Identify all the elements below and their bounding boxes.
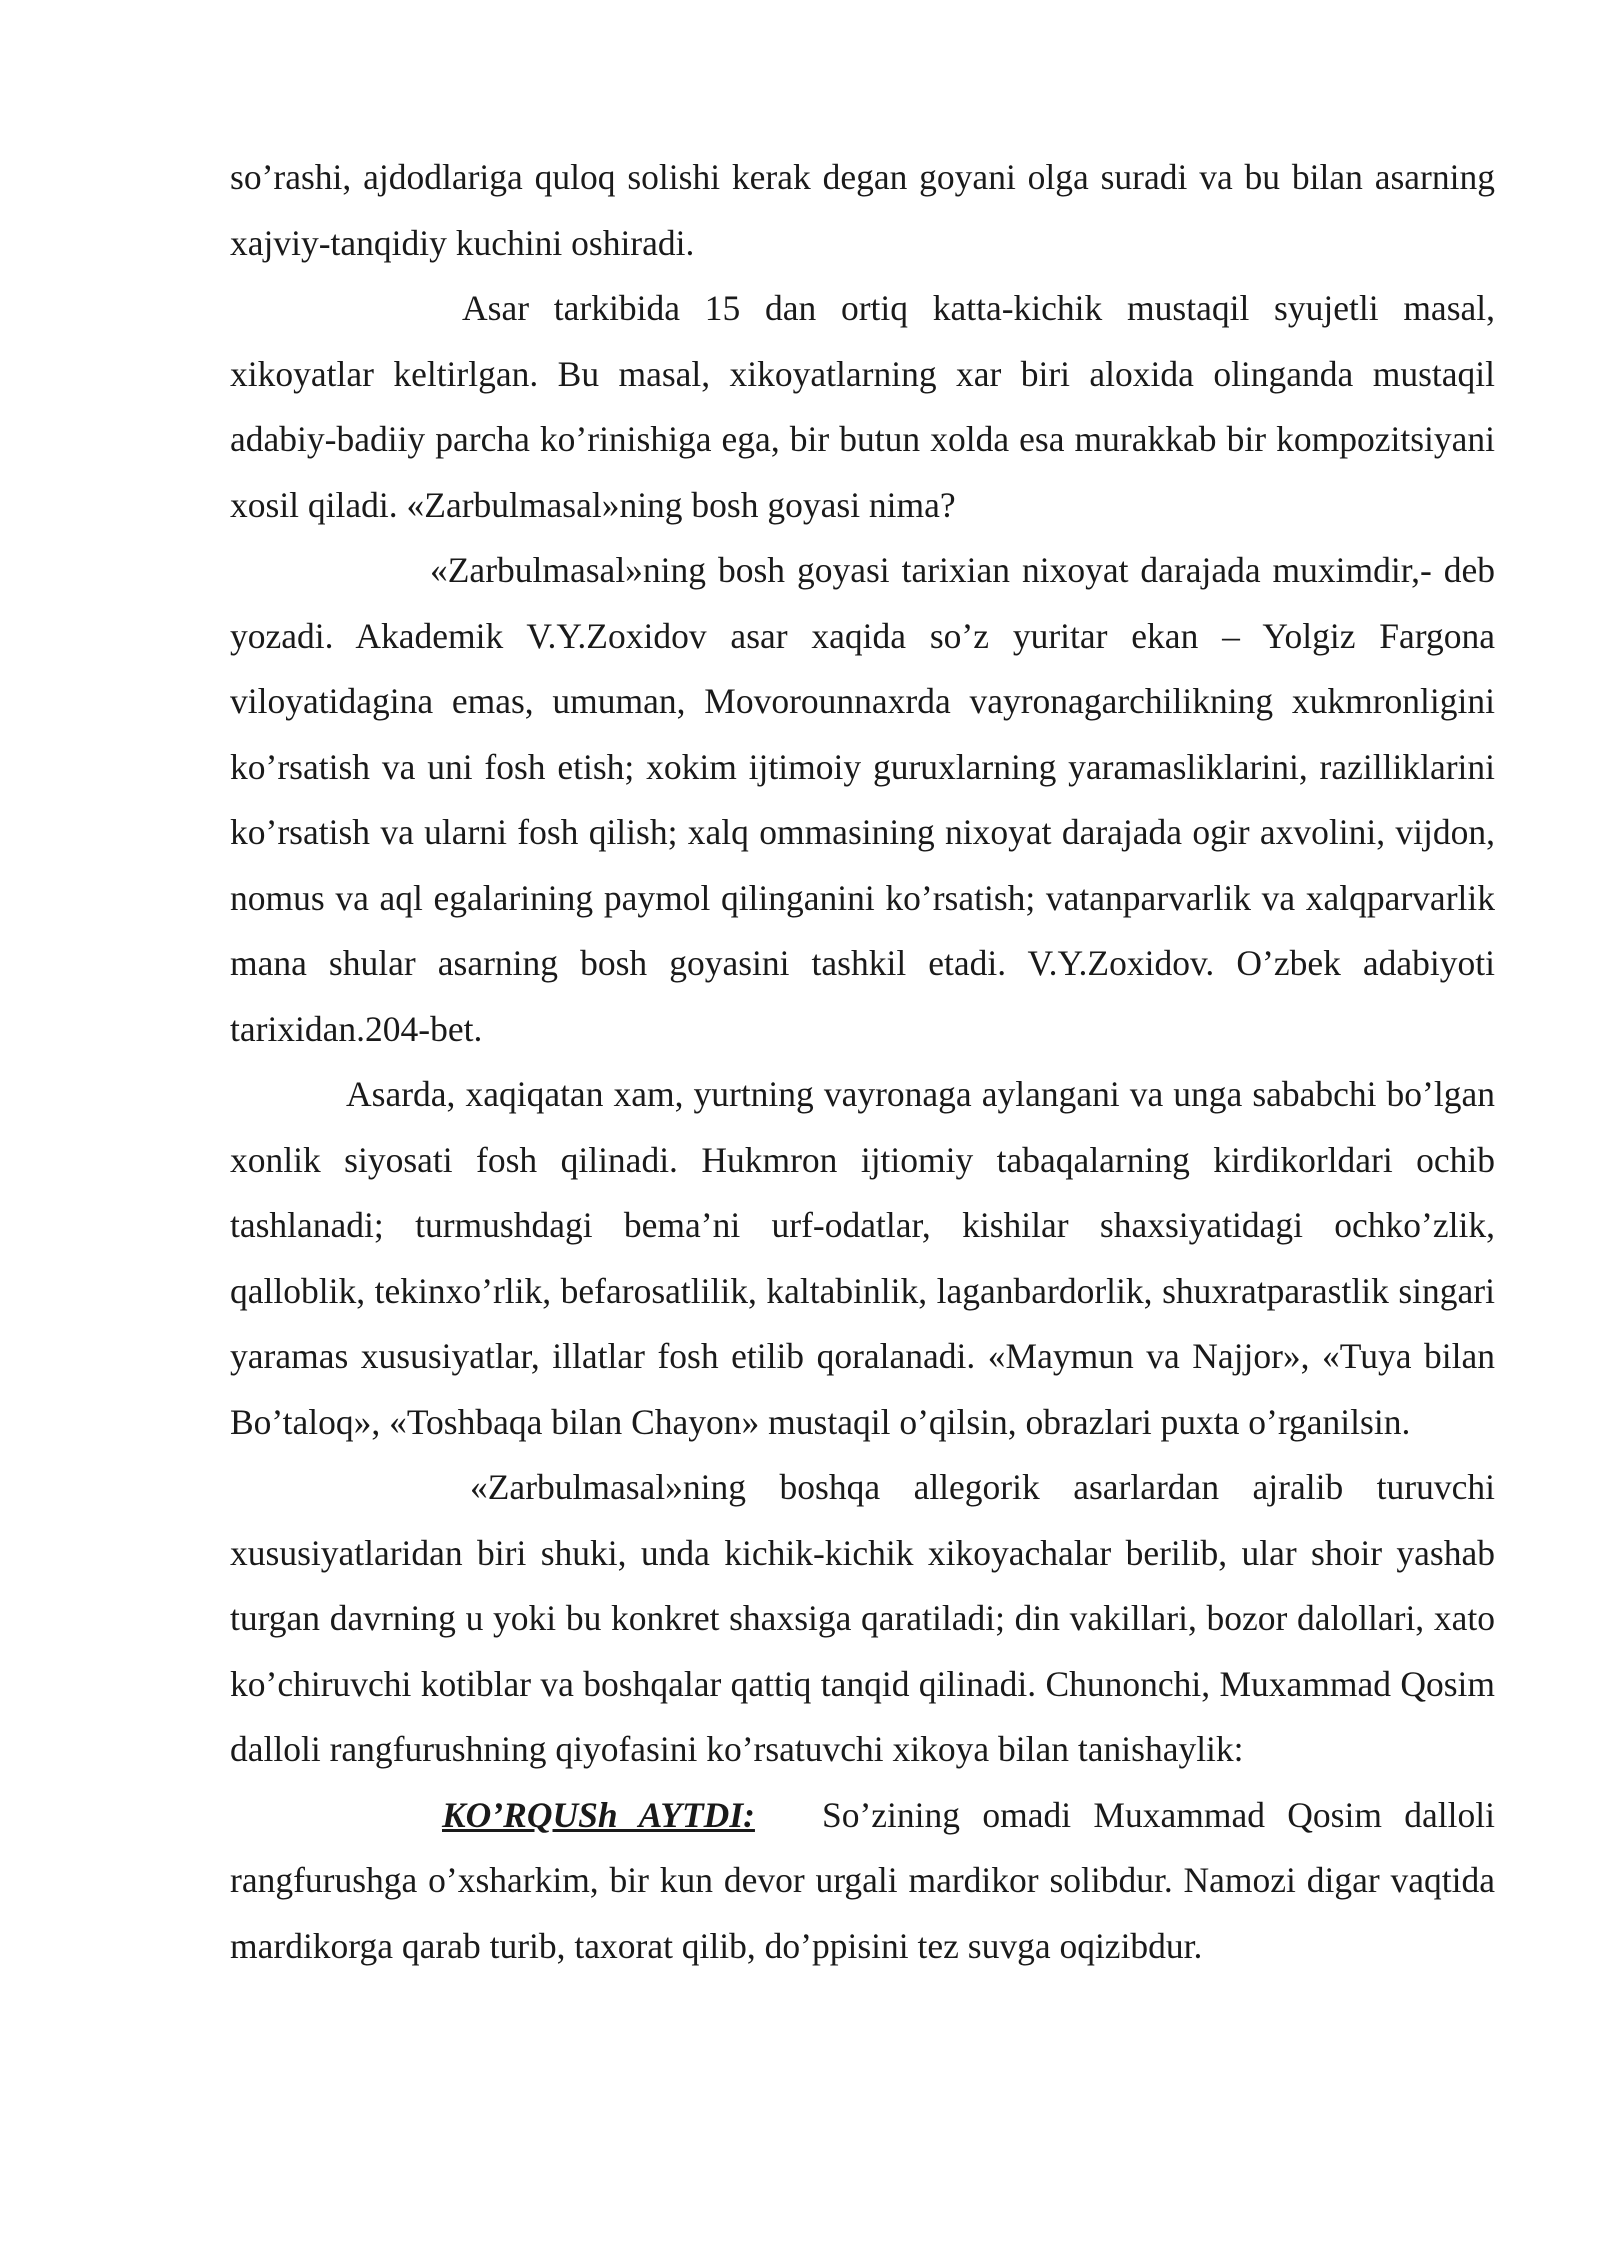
paragraph-3: «Zarbulmasal»ning bosh goyasi tarixian nixoyat darajada muximdir,- deb yozadi. Akademik V.Y.Zoxidov asar xaqida so’z yuritar ekan – Yolgiz Fargona viloyatidagina emas, umuman, Movorounnaxrda vayronagarchilikning xukmronligini ko’rsatish va uni fosh etish; xokim ijtimoiy guruxlarning yaramasliklarini, razilliklarini ko’rsatish va ularni fosh qilish; xalq ommasining nixoyat darajada ogir axvolini, vijdon, nomus va aql egalarining paymol qilinganini ko’rsatish; vatanparvarlik va xalqparvarlik mana shular asarning bosh goyasini tashkil etadi. V.Y.Zoxidov. O’zbek adabiyoti tarixidan.204-bet. xyxy=(230,550,1495,1049)
story-text: So’zining omadi Muxammad Qosim dalloli rangfurushga o’xsharkim, bir kun devor urgali mardikor solibdur. Namozi digar vaqtida mardikorga qarab turib, taxorat qilib, do’ppisini tez suvga oqizibdur. xyxy=(230,1794,1495,1966)
paragraph-4: Asarda, xaqiqatan xam, yurtning vayronaga aylangani va unga sababchi bo’lgan xonlik siyosati fosh qilinadi. Hukmron ijtiomiy tabaqalarning kirdikorldari ochib tashlanadi; turmushdagi bema’ni urf-odatlar, kishilar shaxsiyatidagi ochko’zlik, qalloblik, tekinxo’rlik, befarosatlilik, kaltabinlik, laganbardorlik, shuxratparastlik singari yaramas xususiyatlar, illatlar fosh etilib qoralanadi. «Maymun va Najjor», «Tuya bilan Bo’taloq», «Toshbaqa bilan Chayon» mustaqil o’qilsin, obrazlari puxta o’rganilsin. xyxy=(230,1074,1495,1442)
paragraph-5: «Zarbulmasal»ning boshqa allegorik asarlardan ajralib turuvchi xususiyatlaridan biri shuki, unda kichik-kichik xikoyachalar berilib, ular shoir yashab turgan davrning u yoki bu konkret shaxsiga qaratiladi; din vakillari, bozor dalollari, xato ko’chiruvchi kotiblar va boshqalar qattiq tanqid qilinadi. Chunonchi, Muxammad Qosim dalloli rangfurushning qiyofasini ko’rsatuvchi xikoya bilan tanishaylik: xyxy=(230,1467,1495,1769)
paragraph-6 xyxy=(230,1783,1495,1980)
paragraph-2: Asar tarkibida 15 dan ortiq katta-kichik mustaqil syujetli masal, xikoyatlar keltirlgan. Bu masal, xikoyatlarning xar biri aloxida olinganda mustaqil adabiy-badiiy parcha ko’rinishiga ega, bir butun xolda esa murakkab bir kompozitsiyani xosil qiladi. «Zarbulmasal»ning bosh goyasi nima? xyxy=(230,288,1495,525)
story-heading: KO’RQUSh AYTDI: xyxy=(442,1794,755,1835)
document-page xyxy=(230,145,1495,1979)
paragraph-1: so’rashi, ajdodlariga quloq solishi kerak degan goyani olga suradi va bu bilan asarning xajviy-tanqidiy kuchini oshiradi. xyxy=(230,157,1495,263)
